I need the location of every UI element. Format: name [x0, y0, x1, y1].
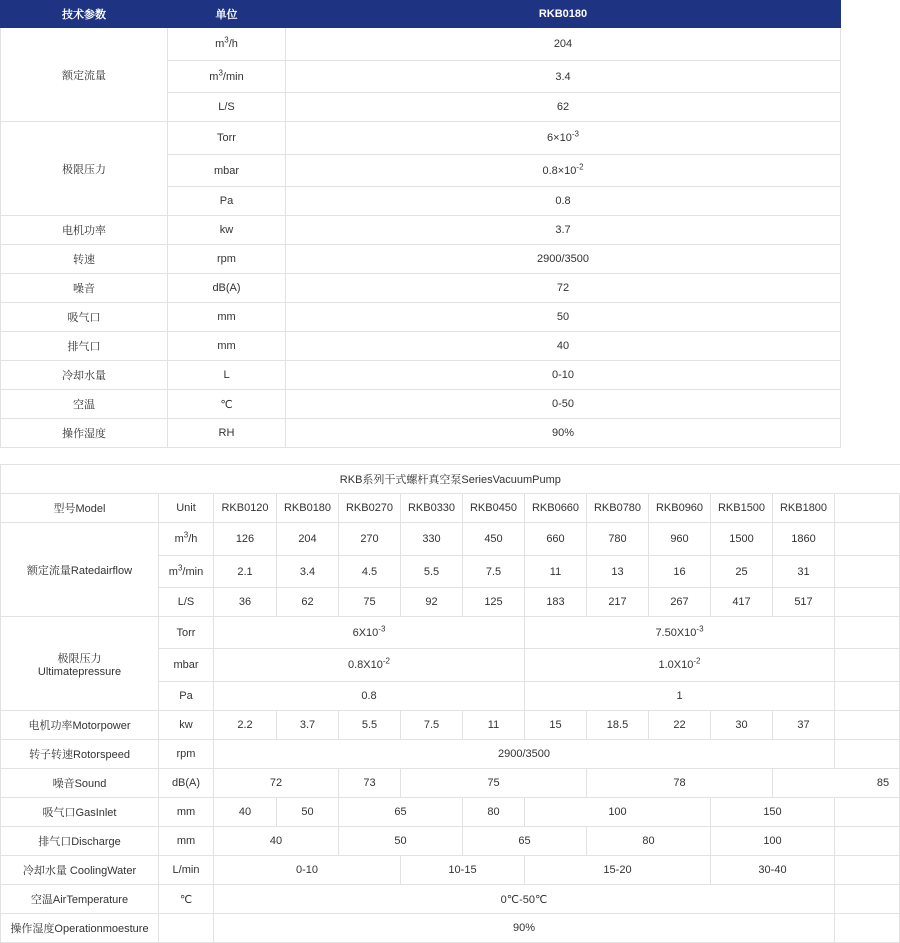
flow-label: 额定流量Ratedairflow: [1, 523, 159, 617]
value-cell: 7.5: [401, 711, 463, 740]
label-cell: 转速: [1, 245, 168, 274]
series-title: RKB系列干式螺杆真空泵SeriesVacuumPump: [1, 465, 900, 494]
value-cell: 90%: [214, 914, 835, 943]
value-cell: 75: [401, 769, 587, 798]
value-cell: 217: [587, 588, 649, 617]
unit-cell: rpm: [159, 740, 214, 769]
value-cell: $1.0X10^{-2}$: [525, 649, 835, 682]
value-cell: 270: [339, 523, 401, 556]
unit-cell: dB(A): [168, 274, 286, 303]
unit-cell: mbar: [159, 649, 214, 682]
value-cell: 125: [463, 588, 525, 617]
value-cell: 31: [773, 556, 835, 588]
value-cell: 1500: [711, 523, 773, 556]
value-cell: 72: [286, 274, 841, 303]
unit-cell: mm: [168, 303, 286, 332]
unit-cell: mm: [168, 332, 286, 361]
value-cell: 0.8: [286, 187, 841, 216]
value-cell: 40: [286, 332, 841, 361]
value-cell: 37: [773, 711, 835, 740]
value-cell: 62: [277, 588, 339, 617]
cooling-label: 冷却水量 CoolingWater: [1, 856, 159, 885]
unit-cell: L/S: [168, 93, 286, 122]
value-cell: 11: [525, 556, 587, 588]
value-cell: 13: [587, 556, 649, 588]
value-cell: 50: [339, 827, 463, 856]
label-cell: 冷却水量: [1, 361, 168, 390]
unit-cell: mbar: [168, 155, 286, 187]
value-cell: 0℃-50℃: [214, 885, 835, 914]
value-cell: 267: [649, 588, 711, 617]
value-cell: 50: [277, 798, 339, 827]
value-cell: RKB0330: [401, 494, 463, 523]
unit-cell: $m^3/\min$: [168, 61, 286, 93]
value-cell: 15: [525, 711, 587, 740]
unit-cell: ℃: [159, 885, 214, 914]
value-cell: RKB0660: [525, 494, 587, 523]
value-cell: 4.5: [339, 556, 401, 588]
unit-cell: $m^3/\min$: [159, 556, 214, 588]
value-cell: 50: [286, 303, 841, 332]
spec-row: [1, 274, 841, 303]
value-cell: RKB0960: [649, 494, 711, 523]
unit-cell: rpm: [168, 245, 286, 274]
header-unit: 单位: [168, 1, 286, 28]
value-cell: RKB1500: [711, 494, 773, 523]
unit-cell: L: [168, 361, 286, 390]
value-cell: 1860: [773, 523, 835, 556]
value-cell: 660: [525, 523, 587, 556]
value-cell: 75: [339, 588, 401, 617]
value-cell: 16: [649, 556, 711, 588]
value-cell: 126: [214, 523, 277, 556]
pressure-label: 极限压力: [1, 122, 168, 216]
header-param: 技术参数: [1, 1, 168, 28]
label-cell: 空温: [1, 390, 168, 419]
spec-table-rkb0180: [0, 0, 841, 448]
value-cell: 150: [711, 798, 835, 827]
discharge-label: 排气口Discharge: [1, 827, 159, 856]
unit-cell: Torr: [159, 617, 214, 649]
value-cell: 0-50: [286, 390, 841, 419]
spec-row: [1, 216, 841, 245]
pressure-label: 极限压力 Ultimatepressure: [1, 617, 159, 711]
value-cell: $6X10^{-3}$: [214, 617, 525, 649]
unit-cell: L/min: [159, 856, 214, 885]
value-cell: 72: [214, 769, 339, 798]
spec-row: [1, 390, 841, 419]
unit-cell: RH: [168, 419, 286, 448]
value-cell: 2900/3500: [286, 245, 841, 274]
power-label: 电机功率Motorpower: [1, 711, 159, 740]
value-cell: 3.4: [286, 61, 841, 93]
value-cell: 73: [339, 769, 401, 798]
value-cell: 0-10: [214, 856, 401, 885]
spec-row: [1, 361, 841, 390]
value-cell: 30-40: [711, 856, 835, 885]
value-cell: 90%: [286, 419, 841, 448]
value-cell: 0.8: [214, 682, 525, 711]
series-table: [0, 464, 900, 943]
value-cell: 7.5: [463, 556, 525, 588]
spec-row: [1, 332, 841, 361]
value-cell: 11: [463, 711, 525, 740]
value-cell: 100: [525, 798, 711, 827]
label-cell: 排气口: [1, 332, 168, 361]
value-cell: RKB0180: [277, 494, 339, 523]
value-cell: 2.1: [214, 556, 277, 588]
value-cell: 1: [525, 682, 835, 711]
unit-cell: kw: [168, 216, 286, 245]
value-cell: 92: [401, 588, 463, 617]
value-cell: 3.7: [277, 711, 339, 740]
value-cell: 85: [773, 769, 900, 798]
label-cell: 吸气口: [1, 303, 168, 332]
value-cell: 15-20: [525, 856, 711, 885]
inlet-label: 吸气口GasInlet: [1, 798, 159, 827]
value-cell: 65: [463, 827, 587, 856]
value-cell: 450: [463, 523, 525, 556]
value-cell: 40: [214, 827, 339, 856]
value-cell: 960: [649, 523, 711, 556]
value-cell: 5.5: [339, 711, 401, 740]
table-header-row: [1, 1, 841, 28]
value-cell: 517: [773, 588, 835, 617]
unit-cell: [159, 914, 214, 943]
value-cell: 30: [711, 711, 773, 740]
label-cell: 操作湿度: [1, 419, 168, 448]
value-cell: RKB0270: [339, 494, 401, 523]
value-cell: $6\times 10^{-3}$: [286, 122, 841, 155]
unit-cell: $m^3/h$: [168, 28, 286, 61]
value-cell: RKB0120: [214, 494, 277, 523]
value-cell: 100: [711, 827, 835, 856]
value-cell: 80: [463, 798, 525, 827]
unit-label: Unit: [159, 494, 214, 523]
label-cell: 电机功率: [1, 216, 168, 245]
value-cell: 780: [587, 523, 649, 556]
air-label: 空温AirTemperature: [1, 885, 159, 914]
unit-cell: Torr: [168, 122, 286, 155]
value-cell: 0-10: [286, 361, 841, 390]
unit-cell: mm: [159, 798, 214, 827]
speed-label: 转子转速Rotorspeed: [1, 740, 159, 769]
spec-row: [1, 419, 841, 448]
unit-cell: Pa: [168, 187, 286, 216]
model-label: 型号Model: [1, 494, 159, 523]
unit-cell: L/S: [159, 588, 214, 617]
value-cell: 2.2: [214, 711, 277, 740]
value-cell: 3.4: [277, 556, 339, 588]
humidity-label: 操作湿度Operationmoesture: [1, 914, 159, 943]
value-cell: $0.8\times 10^{-2}$: [286, 155, 841, 187]
value-cell: $7.50X10^{-3}$: [525, 617, 835, 649]
unit-cell: $m^3/h$: [159, 523, 214, 556]
value-cell: 204: [286, 28, 841, 61]
value-cell: 204: [277, 523, 339, 556]
header-model: RKB0180: [286, 1, 841, 28]
value-cell: RKB1800: [773, 494, 835, 523]
value-cell: RKB0780: [587, 494, 649, 523]
value-cell: RKB0450: [463, 494, 525, 523]
spec-row: [1, 303, 841, 332]
unit-cell: kw: [159, 711, 214, 740]
value-cell: 65: [339, 798, 463, 827]
sound-label: 噪音Sound: [1, 769, 159, 798]
value-cell: 36: [214, 588, 277, 617]
value-cell: 78: [587, 769, 773, 798]
unit-cell: dB(A): [159, 769, 214, 798]
value-cell: 183: [525, 588, 587, 617]
value-cell: 330: [401, 523, 463, 556]
value-cell: 417: [711, 588, 773, 617]
value-cell: 10-15: [401, 856, 525, 885]
unit-cell: ℃: [168, 390, 286, 419]
value-cell: 5.5: [401, 556, 463, 588]
value-cell: 18.5: [587, 711, 649, 740]
value-cell: 2900/3500: [214, 740, 835, 769]
unit-cell: mm: [159, 827, 214, 856]
value-cell: 80: [587, 827, 711, 856]
label-cell: 噪音: [1, 274, 168, 303]
spec-row: [1, 245, 841, 274]
value-cell: 3.7: [286, 216, 841, 245]
value-cell: 25: [711, 556, 773, 588]
value-cell: 62: [286, 93, 841, 122]
value-cell: 22: [649, 711, 711, 740]
value-cell: $0.8X10^{-2}$: [214, 649, 525, 682]
value-cell: 40: [214, 798, 277, 827]
flow-label: 额定流量: [1, 28, 168, 122]
unit-cell: Pa: [159, 682, 214, 711]
